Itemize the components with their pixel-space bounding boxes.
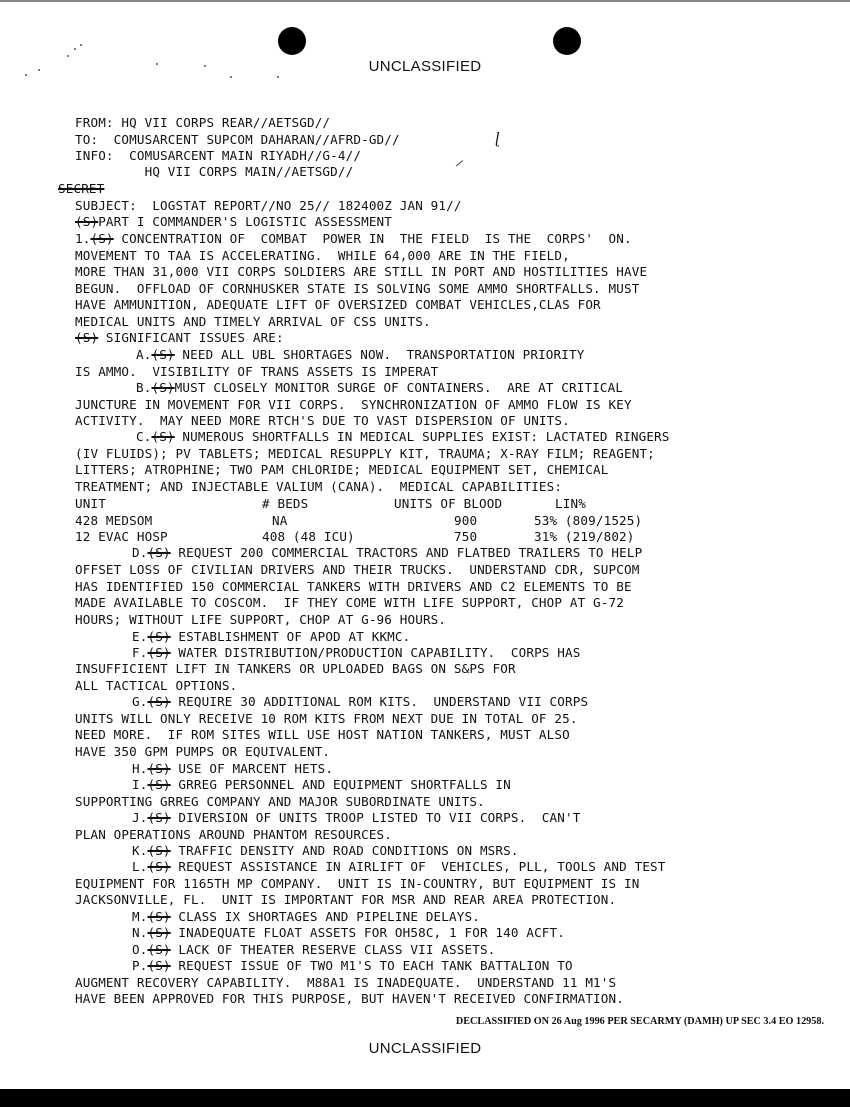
item-text: GRREG PERSONNEL AND EQUIPMENT SHORTFALLS IN bbox=[170, 777, 511, 792]
item-prefix: H. bbox=[132, 761, 148, 776]
item-l-cont: JACKSONVILLE, FL. UNIT IS IMPORTANT FOR MSR AND REAR AREA PROTECTION. bbox=[75, 892, 617, 907]
item-j bbox=[132, 810, 580, 826]
table-cell: 750 bbox=[454, 529, 478, 544]
item-c-cont: TREATMENT; AND INJECTABLE VALIUM (CANA). MEDICAL CAPABILITIES: bbox=[75, 479, 563, 494]
classification-mark-struck: (S) bbox=[151, 347, 175, 362]
item-d-cont: HAS IDENTIFIED 150 COMMERCIAL TANKERS WITH DRIVERS AND C2 ELEMENTS TO BE bbox=[75, 579, 632, 594]
table-header-lin: LIN% bbox=[555, 496, 586, 511]
item-text: DIVERSION OF UNITS TROOP LISTED TO VII CORPS. CAN'T bbox=[170, 810, 581, 825]
para-number: 1. bbox=[75, 231, 91, 246]
item-j-cont: PLAN OPERATIONS AROUND PHANTOM RESOURCES. bbox=[75, 827, 393, 842]
item-l-cont: EQUIPMENT FOR 1165TH MP COMPANY. UNIT IS IN-COUNTRY, BUT EQUIPMENT IS IN bbox=[75, 876, 640, 891]
classification-mark-struck: (S) bbox=[147, 925, 171, 940]
table-cell: 428 MEDSOM bbox=[75, 513, 153, 528]
item-prefix: B. bbox=[136, 380, 152, 395]
item-f bbox=[132, 645, 580, 661]
item-prefix: P. bbox=[132, 958, 148, 973]
classification-mark-struck: (S) bbox=[147, 958, 171, 973]
secret-marking-struck: SECRET bbox=[58, 181, 105, 196]
item-g-cont: HAVE 350 GPM PUMPS OR EQUIVALENT. bbox=[75, 744, 331, 759]
info-line-1: INFO: COMUSARCENT MAIN RIYADH//G-4// bbox=[75, 148, 362, 163]
item-prefix: O. bbox=[132, 942, 148, 957]
classification-mark-struck: (S) bbox=[75, 214, 99, 229]
classification-mark-struck: (S) bbox=[151, 380, 175, 395]
scan-speck bbox=[230, 76, 232, 78]
table-cell: 53% (809/1525) bbox=[534, 513, 643, 528]
para1-line2: MOVEMENT TO TAA IS ACCELERATING. WHILE 64,000 ARE IN THE FIELD, bbox=[75, 248, 570, 263]
item-text: LACK OF THEATER RESERVE CLASS VII ASSETS. bbox=[170, 942, 496, 957]
classification-mark-struck: (S) bbox=[151, 429, 175, 444]
classification-mark-struck: (S) bbox=[147, 909, 171, 924]
item-prefix: N. bbox=[132, 925, 148, 940]
item-prefix: M. bbox=[132, 909, 148, 924]
item-k bbox=[132, 843, 519, 859]
declassification-stamp: DECLASSIFIED ON 26 Aug 1996 PER SECARMY (DAMH) UP SEC 3.4 EO 12958. bbox=[455, 1016, 824, 1027]
scan-speck bbox=[67, 55, 69, 57]
para1-line4: BEGUN. OFFLOAD OF CORNHUSKER STATE IS SOLVING SOME AMMO SHORTFALLS. MUST bbox=[75, 281, 640, 296]
item-prefix: K. bbox=[132, 843, 148, 858]
item-c-cont: LITTERS; ATROPHINE; TWO PAM CHLORIDE; MEDICAL EQUIPMENT SET, CHEMICAL bbox=[75, 462, 609, 477]
classification-mark-struck: (S) bbox=[147, 810, 171, 825]
classification-mark-struck: (S) bbox=[75, 330, 99, 345]
issues-heading bbox=[75, 330, 284, 346]
item-f-cont: INSUFFICIENT LIFT IN TANKERS OR UPLOADED BAGS ON S&PS FOR bbox=[75, 661, 516, 676]
table-cell: NA bbox=[272, 513, 288, 528]
item-d-cont: OFFSET LOSS OF CIVILIAN DRIVERS AND THEIR TRUCKS. UNDERSTAND CDR, SUPCOM bbox=[75, 562, 640, 577]
para1-line5: HAVE AMMUNITION, ADEQUATE LIFT OF OVERSIZED COMBAT VEHICLES,CLAS FOR bbox=[75, 297, 601, 312]
classification-mark-struck: (S) bbox=[90, 231, 114, 246]
para1-line3: MORE THAN 31,000 VII CORPS SOLDIERS ARE STILL IN PORT AND HOSTILITIES HAVE bbox=[75, 264, 648, 279]
item-l bbox=[132, 859, 666, 875]
item-text: WATER DISTRIBUTION/PRODUCTION CAPABILITY. CORPS HAS bbox=[170, 645, 581, 660]
classification-mark-struck: (S) bbox=[147, 645, 171, 660]
punch-hole-right bbox=[553, 27, 581, 55]
from-line: FROM: HQ VII CORPS REAR//AETSGD// bbox=[75, 115, 331, 130]
classification-bottom: UNCLASSIFIED bbox=[368, 1040, 482, 1057]
item-a bbox=[136, 347, 584, 363]
classification-mark-struck: (S) bbox=[147, 942, 171, 957]
handwritten-check-mark: ⸝ bbox=[455, 152, 464, 169]
handwritten-check-mark: ɭ bbox=[495, 130, 500, 147]
item-b-cont: JUNCTURE IN MOVEMENT FOR VII CORPS. SYNCHRONIZATION OF AMMO FLOW IS KEY bbox=[75, 397, 632, 412]
classification-mark-struck: (S) bbox=[147, 777, 171, 792]
item-prefix: J. bbox=[132, 810, 148, 825]
para1-line6: MEDICAL UNITS AND TIMELY ARRIVAL OF CSS UNITS. bbox=[75, 314, 431, 329]
table-cell: 900 bbox=[454, 513, 478, 528]
item-prefix: E. bbox=[132, 629, 148, 644]
item-i bbox=[132, 777, 511, 793]
classification-mark-struck: (S) bbox=[147, 545, 171, 560]
item-a-cont: IS AMMO. VISIBILITY OF TRANS ASSETS IS IMPERAT bbox=[75, 364, 439, 379]
item-i-cont: SUPPORTING GRREG COMPANY AND MAJOR SUBORDINATE UNITS. bbox=[75, 794, 485, 809]
item-b-cont: ACTIVITY. MAY NEED MORE RTCH'S DUE TO VAST DISPERSION OF UNITS. bbox=[75, 413, 570, 428]
item-prefix: G. bbox=[132, 694, 148, 709]
table-cell: 408 (48 ICU) bbox=[262, 529, 355, 544]
item-text: NUMEROUS SHORTFALLS IN MEDICAL SUPPLIES EXIST: LACTATED RINGERS bbox=[174, 429, 670, 444]
classification-mark-struck: (S) bbox=[147, 694, 171, 709]
item-g-cont: UNITS WILL ONLY RECEIVE 10 ROM KITS FROM NEXT DUE IN TOTAL OF 25. bbox=[75, 711, 578, 726]
item-e bbox=[132, 629, 410, 645]
item-text: ESTABLISHMENT OF APOD AT KKMC. bbox=[170, 629, 411, 644]
item-o bbox=[132, 942, 495, 958]
item-g-cont: NEED MORE. IF ROM SITES WILL USE HOST NATION TANKERS, MUST ALSO bbox=[75, 727, 570, 742]
classification-mark-struck: (S) bbox=[147, 629, 171, 644]
item-b bbox=[136, 380, 623, 396]
item-h bbox=[132, 761, 333, 777]
item-text: TRAFFIC DENSITY AND ROAD CONDITIONS ON MSRS. bbox=[170, 843, 519, 858]
item-text: REQUIRE 30 ADDITIONAL ROM KITS. UNDERSTAND VII CORPS bbox=[170, 694, 589, 709]
issues-heading-text: SIGNIFICANT ISSUES ARE: bbox=[98, 330, 284, 345]
subject-line: SUBJECT: LOGSTAT REPORT//NO 25// 182400Z JAN 91// bbox=[75, 198, 462, 213]
para1-line1 bbox=[75, 231, 632, 247]
item-p-cont: HAVE BEEN APPROVED FOR THIS PURPOSE, BUT HAVEN'T RECEIVED CONFIRMATION. bbox=[75, 991, 624, 1006]
scan-speck bbox=[80, 44, 82, 46]
item-text: NEED ALL UBL SHORTAGES NOW. TRANSPORTATION PRIORITY bbox=[174, 347, 585, 362]
item-prefix: F. bbox=[132, 645, 148, 660]
item-m bbox=[132, 909, 480, 925]
item-text: REQUEST ASSISTANCE IN AIRLIFT OF VEHICLES, PLL, TOOLS AND TEST bbox=[170, 859, 666, 874]
item-prefix: D. bbox=[132, 545, 148, 560]
part-title: PART I COMMANDER'S LOGISTIC ASSESSMENT bbox=[98, 214, 393, 229]
table-cell: 12 EVAC HOSP bbox=[75, 529, 168, 544]
scan-speck bbox=[74, 48, 76, 50]
item-prefix: C. bbox=[136, 429, 152, 444]
table-header-blood: UNITS OF BLOOD bbox=[394, 496, 503, 511]
para-text: CONCENTRATION OF COMBAT POWER IN THE FIELD IS THE CORPS' ON. bbox=[113, 231, 632, 246]
table-cell: 31% (219/802) bbox=[534, 529, 635, 544]
classification-top: UNCLASSIFIED bbox=[368, 58, 482, 75]
scan-edge-top bbox=[0, 0, 850, 2]
item-n bbox=[132, 925, 565, 941]
classification-mark-struck: (S) bbox=[147, 761, 171, 776]
item-c-cont: (IV FLUIDS); PV TABLETS; MEDICAL RESUPPLY KIT, TRAUMA; X-RAY FILM; REAGENT; bbox=[75, 446, 655, 461]
table-header-unit: UNIT bbox=[75, 496, 106, 511]
item-prefix: A. bbox=[136, 347, 152, 362]
item-g bbox=[132, 694, 588, 710]
part-heading bbox=[75, 214, 392, 230]
classification-mark-struck: (S) bbox=[147, 843, 171, 858]
item-prefix: L. bbox=[132, 859, 148, 874]
item-f-cont: ALL TACTICAL OPTIONS. bbox=[75, 678, 238, 693]
item-text: INADEQUATE FLOAT ASSETS FOR OH58C, 1 FOR 140 ACFT. bbox=[170, 925, 566, 940]
table-header-beds: # BEDS bbox=[262, 496, 309, 511]
scan-speck bbox=[277, 76, 279, 78]
classification-mark-struck: (S) bbox=[147, 859, 171, 874]
item-d bbox=[132, 545, 642, 561]
item-d-cont: MADE AVAILABLE TO COSCOM. IF THEY COME WITH LIFE SUPPORT, CHOP AT G-72 bbox=[75, 595, 624, 610]
item-text: REQUEST ISSUE OF TWO M1'S TO EACH TANK BATTALION TO bbox=[170, 958, 573, 973]
item-text: USE OF MARCENT HETS. bbox=[170, 761, 334, 776]
info-line-2: HQ VII CORPS MAIN//AETSGD// bbox=[75, 164, 354, 179]
item-text: REQUEST 200 COMMERCIAL TRACTORS AND FLATBED TRAILERS TO HELP bbox=[170, 545, 643, 560]
item-text: CLASS IX SHORTAGES AND PIPELINE DELAYS. bbox=[170, 909, 480, 924]
punch-hole-left bbox=[278, 27, 306, 55]
item-text: MUST CLOSELY MONITOR SURGE OF CONTAINERS. ARE AT CRITICAL bbox=[174, 380, 624, 395]
item-p bbox=[132, 958, 573, 974]
scan-edge-bottom bbox=[0, 1089, 850, 1107]
to-line: TO: COMUSARCENT SUPCOM DAHARAN//AFRD-GD// bbox=[75, 132, 400, 147]
item-c bbox=[136, 429, 670, 445]
item-prefix: I. bbox=[132, 777, 148, 792]
item-p-cont: AUGMENT RECOVERY CAPABILITY. M88A1 IS INADEQUATE. UNDERSTAND 11 M1'S bbox=[75, 975, 617, 990]
item-d-cont: HOURS; WITHOUT LIFE SUPPORT, CHOP AT G-96 HOURS. bbox=[75, 612, 447, 627]
